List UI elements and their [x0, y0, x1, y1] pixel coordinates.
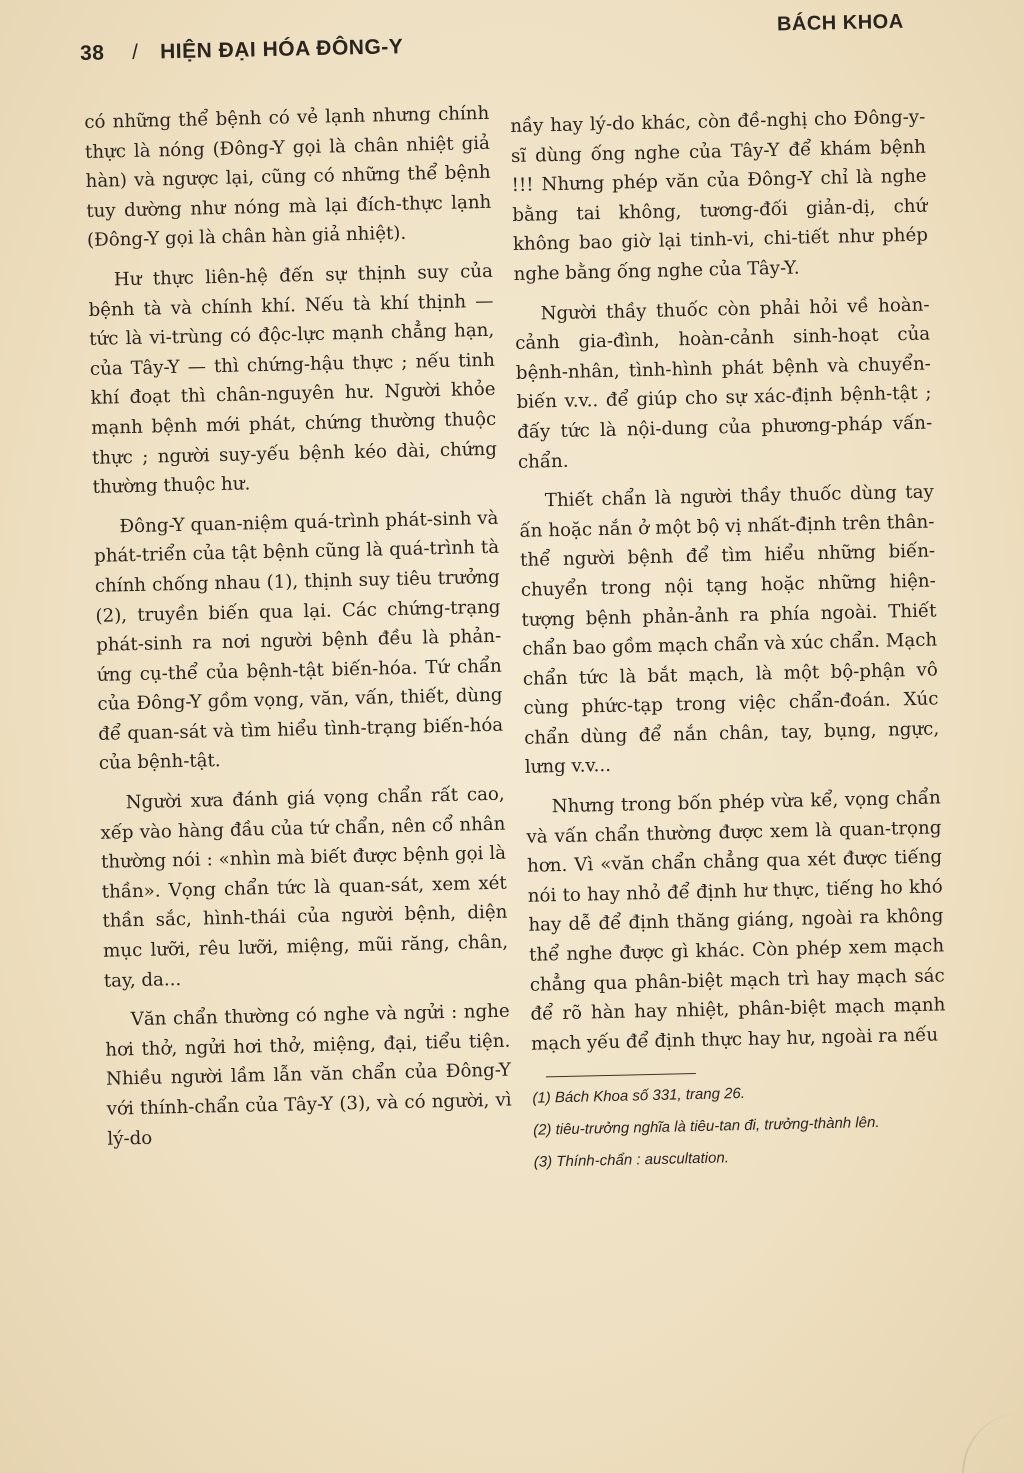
running-header — [80, 11, 905, 68]
footnote: (3) Thính-chẩn : auscultation. — [533, 1149, 730, 1172]
paragraph: Hư thực liên-hệ đến sự thịnh suy của bệnh tà và chính khí. Nếu tà khí thịnh — tức là vi-trùng có độc-lực mạnh chẳng hạn, của Tây-Y — thì chứng-hậu thực ; nếu tinh khí đoạt thì chân-nguyên hư. Người khỏe mạnh bệnh mới phát, chứng thường thuộc thực ; người suy-yếu bệnh kéo dài, chứng thường thuộc hư. — [88, 260, 498, 499]
paragraph: Nhưng trong bốn phép vừa kể, vọng chẩn và vấn chẩn thường được xem là quan-trọng hơn. Vì «văn chẩn chẳng qua xét được tiếng nói to hay nhỏ để định hư thực, tiếng ho khó hay dễ để định thăng giáng, ngoài ra không thể nghe được gì khác. Còn phép xem mạch chẳng qua phân-biệt mạch trì hay mạch sác để rõ hàn hay nhiệt, phân-biệt mạch mạnh mạch yếu để định thực hay hư, ngoài ra nếu — [526, 787, 946, 1055]
page-number: 38 — [79, 41, 105, 65]
page-curl — [962, 1413, 1024, 1473]
header-separator: / — [131, 40, 139, 64]
section-title: HIỆN ĐẠI HÓA ĐÔNG-Y — [159, 35, 404, 64]
footnote: (2) tiêu-trưởng nghĩa là tiêu-tan đi, trưởng-thành lên. — [532, 1114, 880, 1140]
right-column — [510, 103, 949, 1185]
paragraph: Văn chẩn thường có nghe và ngửi : nghe hơi thở, ngửi hơi thở, miệng, đại, tiểu tiện. Nhiều người lầm lẫn văn chẩn của Đông-Y với thính-chẩn của Tây-Y (3), và có người, vì lý-do — [105, 1000, 512, 1150]
magazine-name: BÁCH KHOA — [776, 10, 904, 36]
paragraph: Thiết chẩn là người thầy thuốc dùng tay ấn hoặc nắn ở một bộ vị nhất-định trên thân-thể người bệnh để tìm hiểu những biến-chuyển trong nội tạng hoặc những hiện-tượng bệnh phản-ảnh ra phía ngoài. Thiết chẩn bao gồm mạch chẩn và xúc chẩn. Mạch chẩn tức là bắt mạch, là một bộ-phận vô cùng phức-tạp trong việc chẩn-đoán. Xúc chẩn dùng để nắn chân, tay, bụng, ngực, lưng v.v... — [519, 481, 940, 779]
left-column — [84, 99, 513, 1164]
footnote-divider — [546, 1073, 696, 1077]
paragraph: Người xưa đánh giá vọng chẩn rất cao, xếp vào hàng đầu của tứ chẩn, nên cổ nhân thường nói : «nhìn mà biết được bệnh gọi là thần». Vọng chẩn tức là quan-sát, xem xét thần sắc, hình-thái của người bệnh, diện mục lưỡi, rêu lưỡi, miệng, mũi răng, chân, tay, da... — [100, 783, 509, 992]
paragraph: Người thầy thuốc còn phải hỏi về hoàn-cảnh gia-đình, hoàn-cảnh sinh-hoạt của bệnh-nhân, tình-hình phát bệnh và chuyển-biến v.v.. để giúp cho sự xác-định bệnh-tật ; đấy tức là nội-dung của phương-pháp vấn-chẩn. — [515, 294, 933, 473]
footnote: (1) Bách Khoa số 331, trang 26. — [532, 1085, 746, 1108]
paragraph: nầy hay lý-do khác, còn đề-nghị cho Đông-y-sĩ dùng ống nghe của Tây-Y để khám bệnh !!! Nhưng phép văn của Đông-Y chỉ là nghe bằng tai không, tương-đối giản-dị, chứ không bao giờ lại tinh-vi, chi-tiết như phép nghe bằng ống nghe của Tây-Y. — [510, 106, 929, 285]
paragraph: Đông-Y quan-niệm quá-trình phát-sinh và phát-triển của tật bệnh cũng là quá-trình tà chính chống nhau (1), thịnh suy tiêu trưởng (2), truyền biến qua lại. Các chứng-trạng phát-sinh ra nơi người bệnh đều là phản-ứng cụ-thể của bệnh-tật biến-hóa. Tứ chẩn của Đông-Y gồm vọng, văn, vấn, thiết, dùng để quan-sát và tìm hiểu tình-trạng biến-hóa của bệnh-tật. — [93, 507, 504, 775]
paragraph: có những thể bệnh có vẻ lạnh nhưng chính thực là nóng (Đông-Y gọi là chân nhiệt giả hàn) và ngược lại, cũng có những thể bệnh tuy dường như nóng mà lại đích-thực lạnh (Đông-Y gọi là chân hàn giả nhiệt). — [84, 102, 492, 252]
